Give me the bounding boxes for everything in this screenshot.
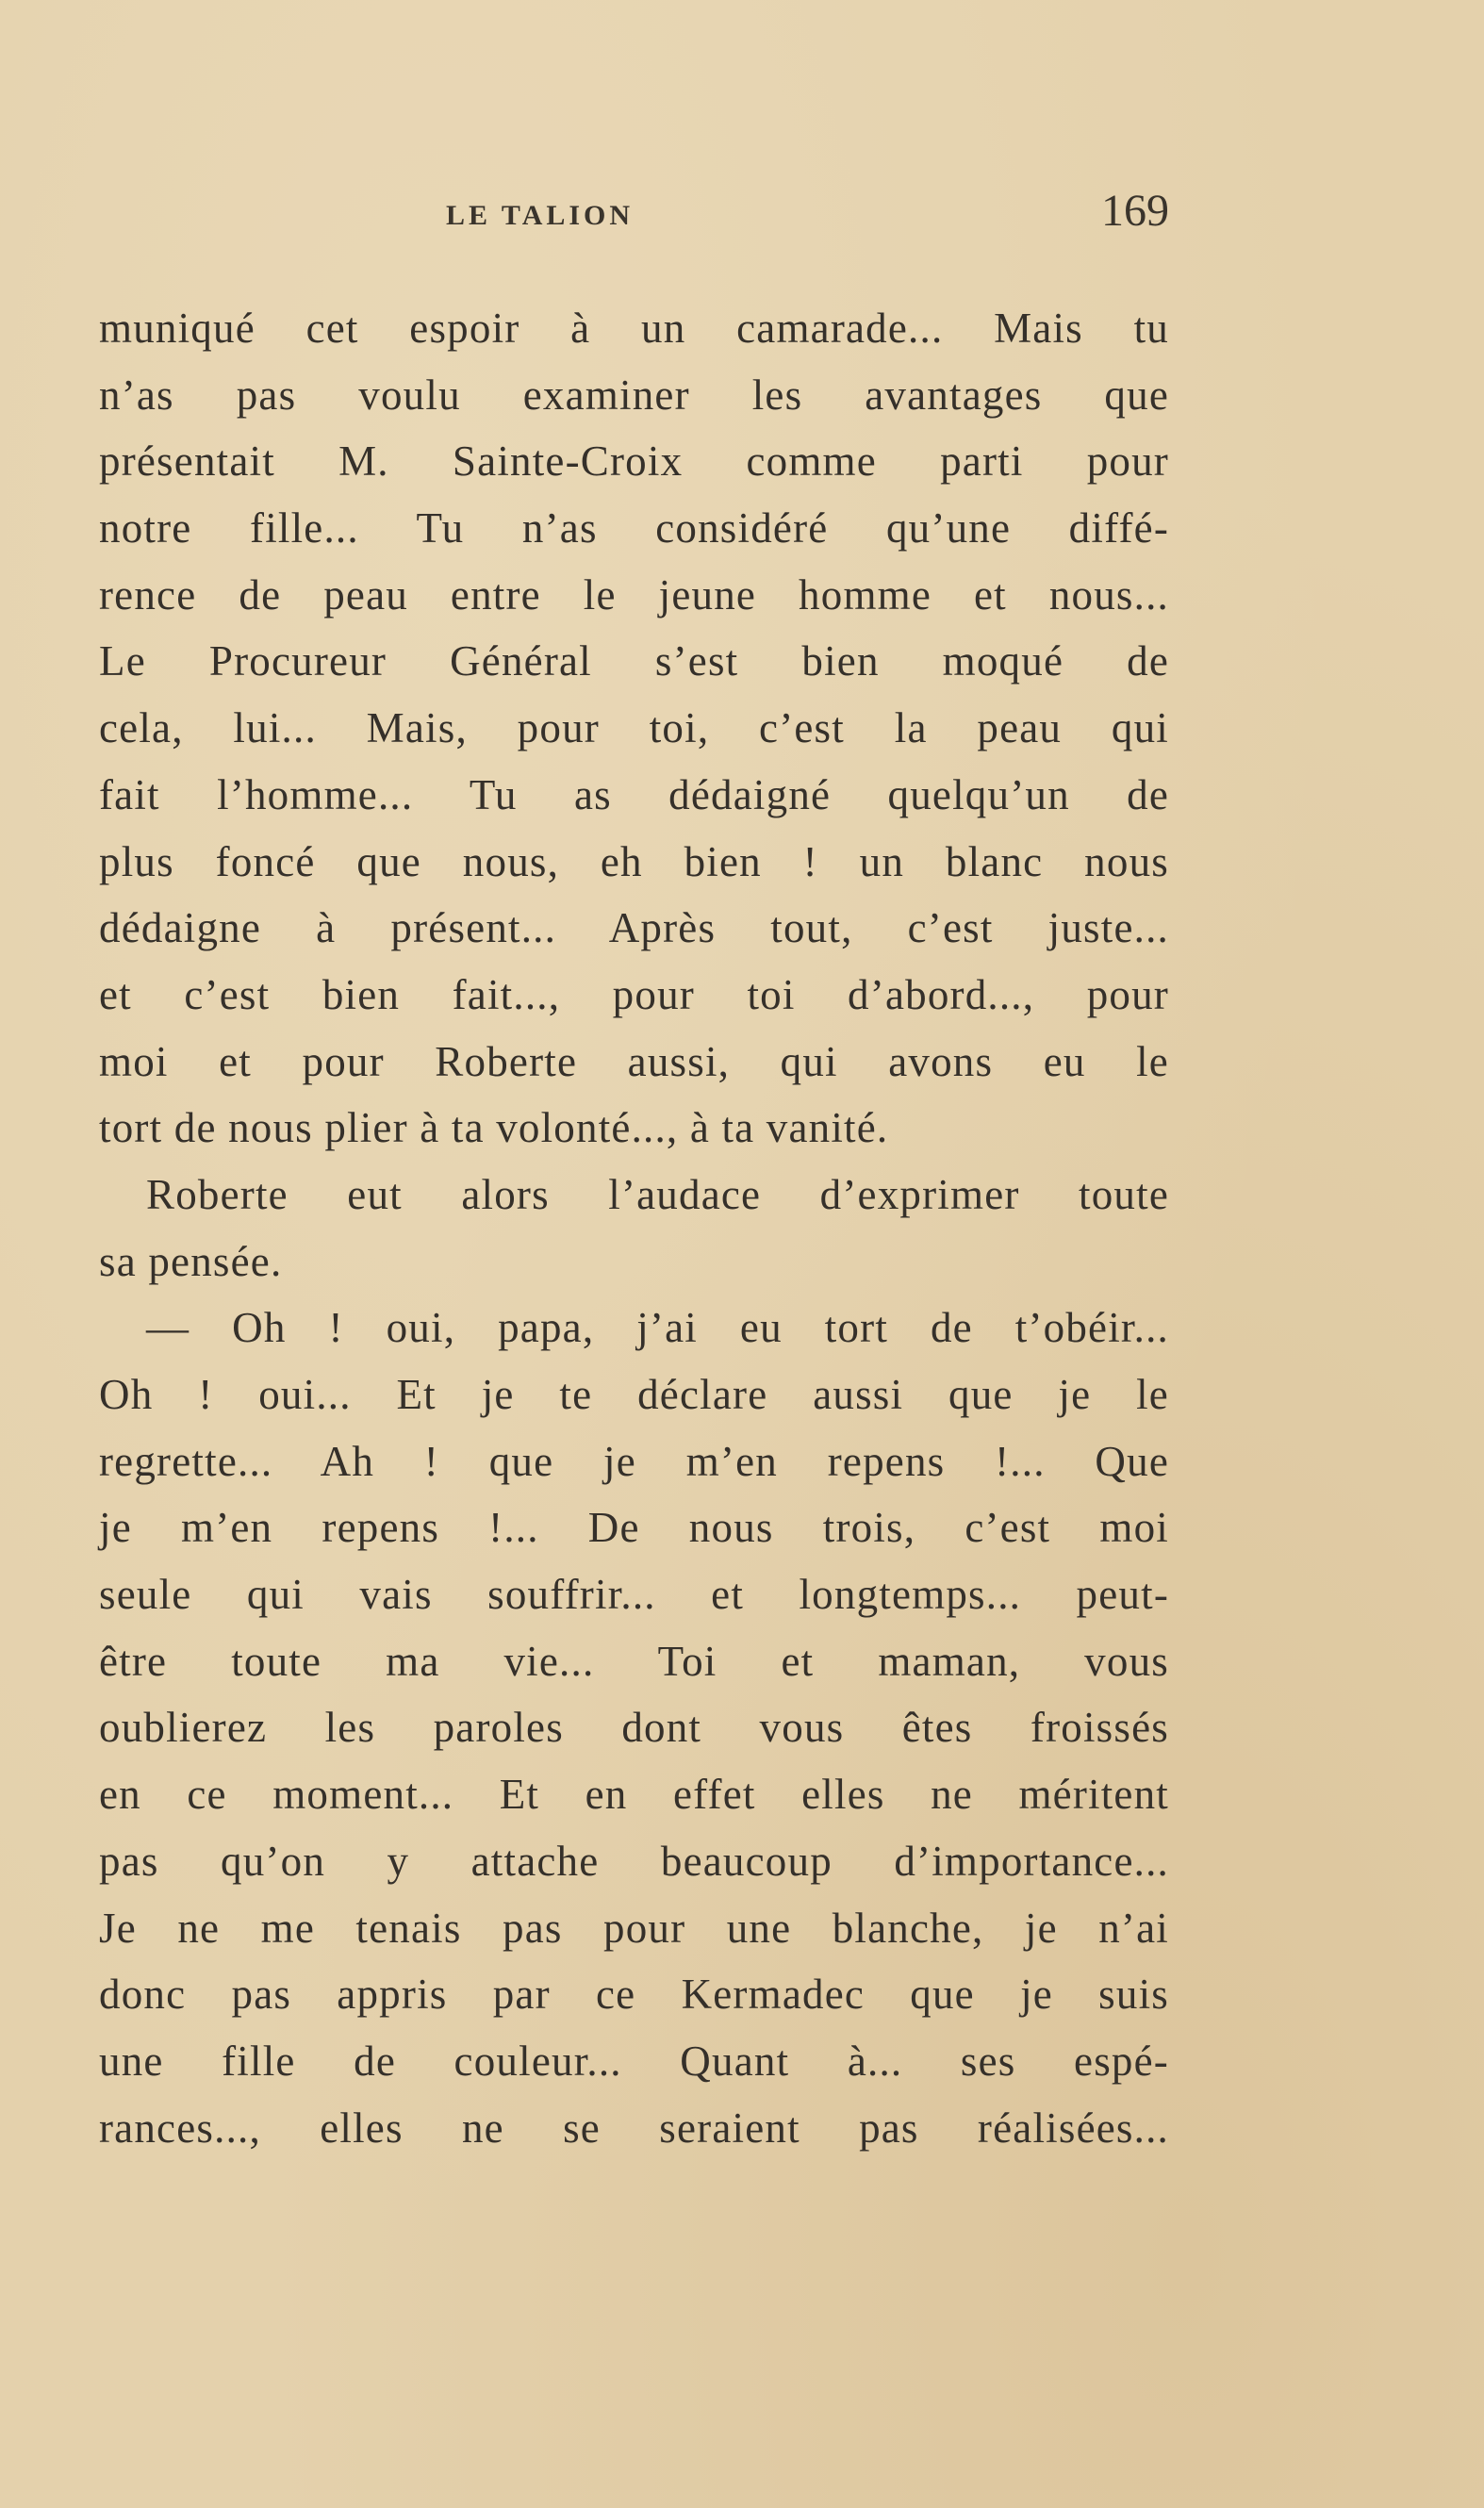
- text-line: Roberte eut alors l’audace d’exprimer toute: [146, 1170, 1169, 1218]
- text-line: en ce moment... Et en effet elles ne méritent: [99, 1771, 1169, 1819]
- text-line: pas qu’on y attache beaucoup d’importance...: [99, 1837, 1169, 1885]
- text-line: muniqué cet espoir à un camarade... Mais tu: [99, 305, 1169, 352]
- text-line: seule qui vais souffrir... et longtemps... peut-: [99, 1571, 1169, 1619]
- text-line: rances..., elles ne se seraient pas réalisées...: [99, 2104, 1169, 2152]
- text-line: tort de nous plier à ta volonté..., à ta vanité.: [99, 1104, 889, 1152]
- text-line: — Oh ! oui, papa, j’ai eu tort de t’obéir...: [146, 1304, 1169, 1352]
- text-line: Je ne me tenais pas pour une blanche, je n’ai: [99, 1904, 1169, 1952]
- text-line: moi et pour Roberte aussi, qui avons eu le: [99, 1037, 1169, 1085]
- text-line: cela, lui... Mais, pour toi, c’est la peau qui: [99, 704, 1169, 752]
- running-title-text: LE TALION: [445, 200, 635, 231]
- running-title: [99, 200, 1169, 232]
- page-header: [99, 185, 1169, 241]
- page-number: 169: [1101, 186, 1169, 236]
- text-line: et c’est bien fait..., pour toi d’abord..., pour: [99, 970, 1169, 1018]
- text-line: oublierez les paroles dont vous êtes froissés: [99, 1704, 1169, 1752]
- text-line: rence de peau entre le jeune homme et nous...: [99, 570, 1169, 619]
- body-text: [99, 300, 1169, 2166]
- text-line: fait l’homme... Tu as dédaigné quelqu’un de: [99, 770, 1169, 818]
- text-line: une fille de couleur... Quant à... ses espé-: [99, 2037, 1169, 2085]
- text-line: dédaigne à présent... Après tout, c’est juste...: [99, 904, 1169, 952]
- text-line: donc pas appris par ce Kermadec que je suis: [99, 1971, 1169, 2019]
- text-line: Oh ! oui... Et je te déclare aussi que je le: [99, 1371, 1169, 1418]
- text-line: être toute ma vie... Toi et maman, vous: [99, 1637, 1169, 1685]
- text-line: regrette... Ah ! que je m’en repens !... Que: [99, 1437, 1169, 1485]
- text-line: plus foncé que nous, eh bien ! un blanc nous: [99, 837, 1169, 885]
- text-line: je m’en repens !... De nous trois, c’est moi: [99, 1504, 1169, 1552]
- text-line: présentait M. Sainte-Croix comme parti pour: [99, 437, 1169, 486]
- text-line: n’as pas voulu examiner les avantages que: [99, 371, 1169, 419]
- text-line: Le Procureur Général s’est bien moqué de: [99, 637, 1169, 685]
- text-line: sa pensée.: [99, 1237, 283, 1285]
- text-line: notre fille... Tu n’as considéré qu’une diffé-: [99, 504, 1169, 553]
